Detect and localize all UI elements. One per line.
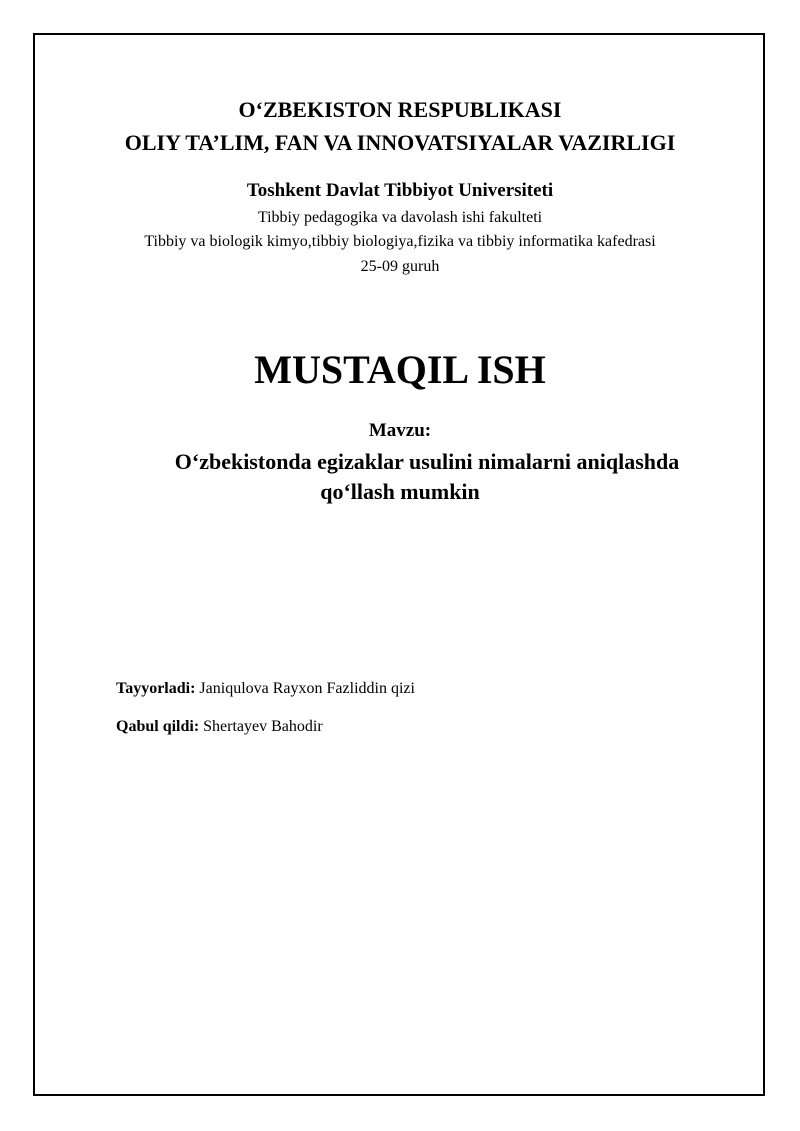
prepared-by-label: Tayyorladi: xyxy=(116,680,196,697)
accepted-by-label: Qabul qildi: xyxy=(116,718,200,735)
accepted-by-name: Shertayev Bahodir xyxy=(199,718,323,735)
department-name: Tibbiy va biologik kimyo,tibbiy biologiya,fizika va tibbiy informatika kafedrasi xyxy=(144,233,656,250)
topic-text-line-1: O‘zbekistonda egizaklar usulini nimalarni aniqlashda xyxy=(174,449,680,474)
group-number: 25-09 guruh xyxy=(360,258,440,275)
ministry-heading: OLIY TA’LIM, FAN VA INNOVATSIYALAR VAZIRLIGI xyxy=(124,130,676,155)
topic-label: Mavzu: xyxy=(368,420,432,441)
accepted-by xyxy=(116,718,323,736)
topic-text-line-2: qo‘llash mumkin xyxy=(320,479,480,504)
faculty-name: Tibbiy pedagogika va davolash ishi fakulteti xyxy=(257,209,543,226)
document-title: MUSTAQIL ISH xyxy=(254,347,546,392)
country-heading: O‘ZBEKISTON RESPUBLIKASI xyxy=(238,97,562,122)
prepared-by-name: Janiqulova Rayxon Fazliddin qizi xyxy=(195,680,415,697)
prepared-by xyxy=(116,680,415,698)
university-name: Toshkent Davlat Tibbiyot Universiteti xyxy=(246,180,554,201)
